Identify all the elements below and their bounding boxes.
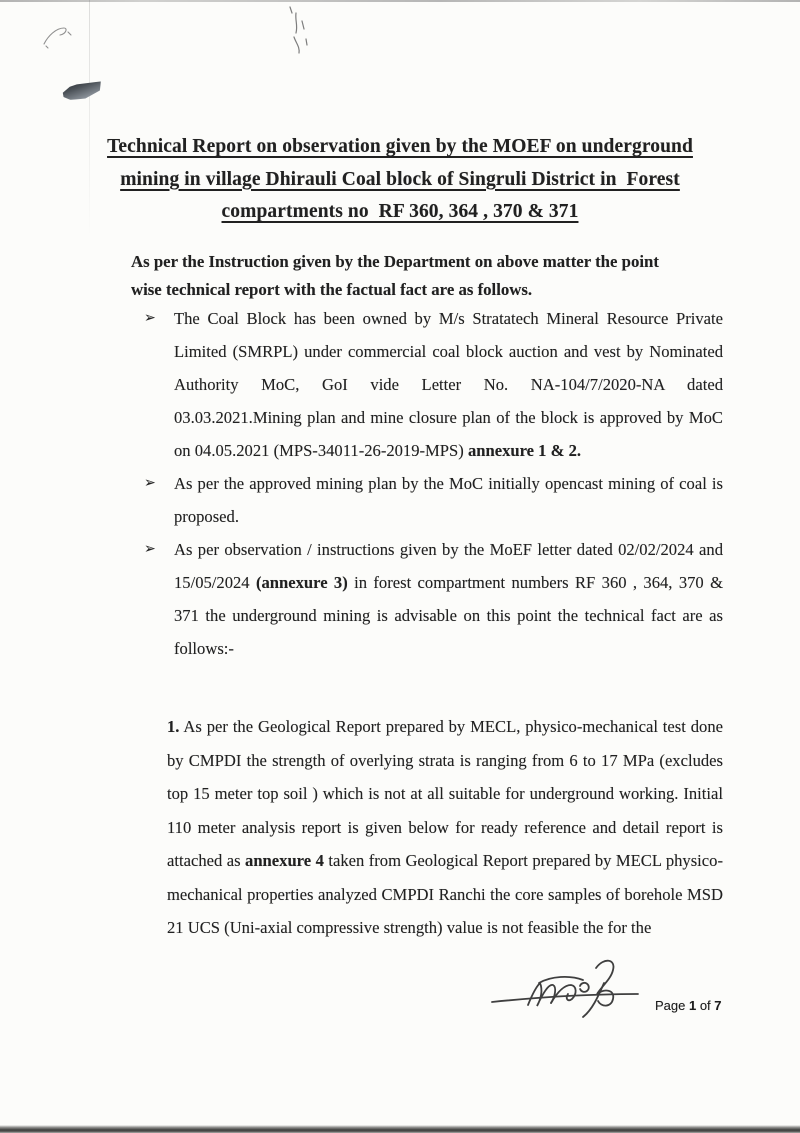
technical-point-1 [167, 710, 723, 945]
text-segment: taken from Geological Report prepared by MECL physico-mechanical properties analyzed CMPDI Ranchi the core samples of borehole MSD 21 UCS (Uni-axial compressive strength) value is not feasible the for the [167, 851, 723, 937]
bullet-item-moef-observation [144, 533, 723, 665]
bullet-item-opencast-plan [144, 467, 723, 533]
bullet-item-coal-block-ownership [144, 302, 723, 467]
text-segment: As per observation / instructions given by the MoEF letter dated 02/02/2024 and 15/05/2024 [174, 540, 723, 592]
total-pages: 7 [714, 998, 722, 1013]
handwritten-signature [486, 953, 651, 1021]
page-number-footer [655, 998, 722, 1013]
of-label: of [696, 998, 715, 1013]
text-segment: 1. [167, 717, 180, 736]
ink-smudge [62, 81, 101, 100]
text-segment: annexure 4 [245, 851, 324, 870]
text-segment: As per the Geological Report prepared by MECL, physico-mechanical test done by CMPDI the strength of overlying strata is ranging from 6 to 17 MPa (excludes top 15 meter top soil ) which is not at all suitable for underground working. Initial 110 meter analysis report is given below for ready reference and detail report is attached as [167, 717, 723, 870]
arrow-bullet-icon: ➢ [144, 310, 156, 326]
title-line-3: compartments no RF 360, 364 , 370 & 371 [221, 201, 579, 222]
bullet-text [174, 474, 723, 526]
page-label: Page [655, 998, 689, 1013]
text-segment: in forest compartment numbers RF 360 , 364, 370 & 371 the underground mining is advisable on this point the technical fact are as follows:- [174, 573, 723, 658]
title-line-2: mining in village Dhirauli Coal block of Singruli District in Forest [120, 168, 680, 190]
scan-top-edge [0, 0, 800, 2]
scan-bottom-edge [0, 1125, 800, 1133]
report-title [0, 131, 800, 229]
page-number: 1 [688, 998, 697, 1013]
arrow-bullet-icon: ➢ [144, 541, 156, 557]
bullet-text [174, 309, 723, 460]
pen-scribble-top-left [38, 22, 78, 52]
pen-scribble-top-center [282, 3, 317, 58]
bullet-list [144, 302, 723, 665]
arrow-bullet-icon: ➢ [144, 475, 156, 491]
title-line-1: Technical Report on observation given by the MOEF on underground [107, 136, 693, 157]
text-segment: As per the approved mining plan by the MoC initially opencast mining of coal is proposed. [174, 474, 723, 526]
intro-paragraph: As per the Instruction given by the Department on above matter the point wise technical report with the factual fact are as follows. [131, 252, 659, 299]
text-segment: (annexure 3) [255, 573, 348, 592]
bullet-text [174, 540, 723, 658]
signature-icon [486, 953, 651, 1021]
text-segment: The Coal Block has been owned by M/s Stratatech Mineral Resource Private Limited (SMRPL) under commercial coal block auction and vest by Nominated Authority MoC, GoI vide Letter No. NA-104/7/2020-NA dated 03.03.2021.Mining plan and mine closure plan of the block is approved by MoC on 04.05.2021 (MPS-34011-26-2019-MPS) [174, 309, 723, 460]
text-segment: annexure 1 & 2. [467, 441, 582, 460]
